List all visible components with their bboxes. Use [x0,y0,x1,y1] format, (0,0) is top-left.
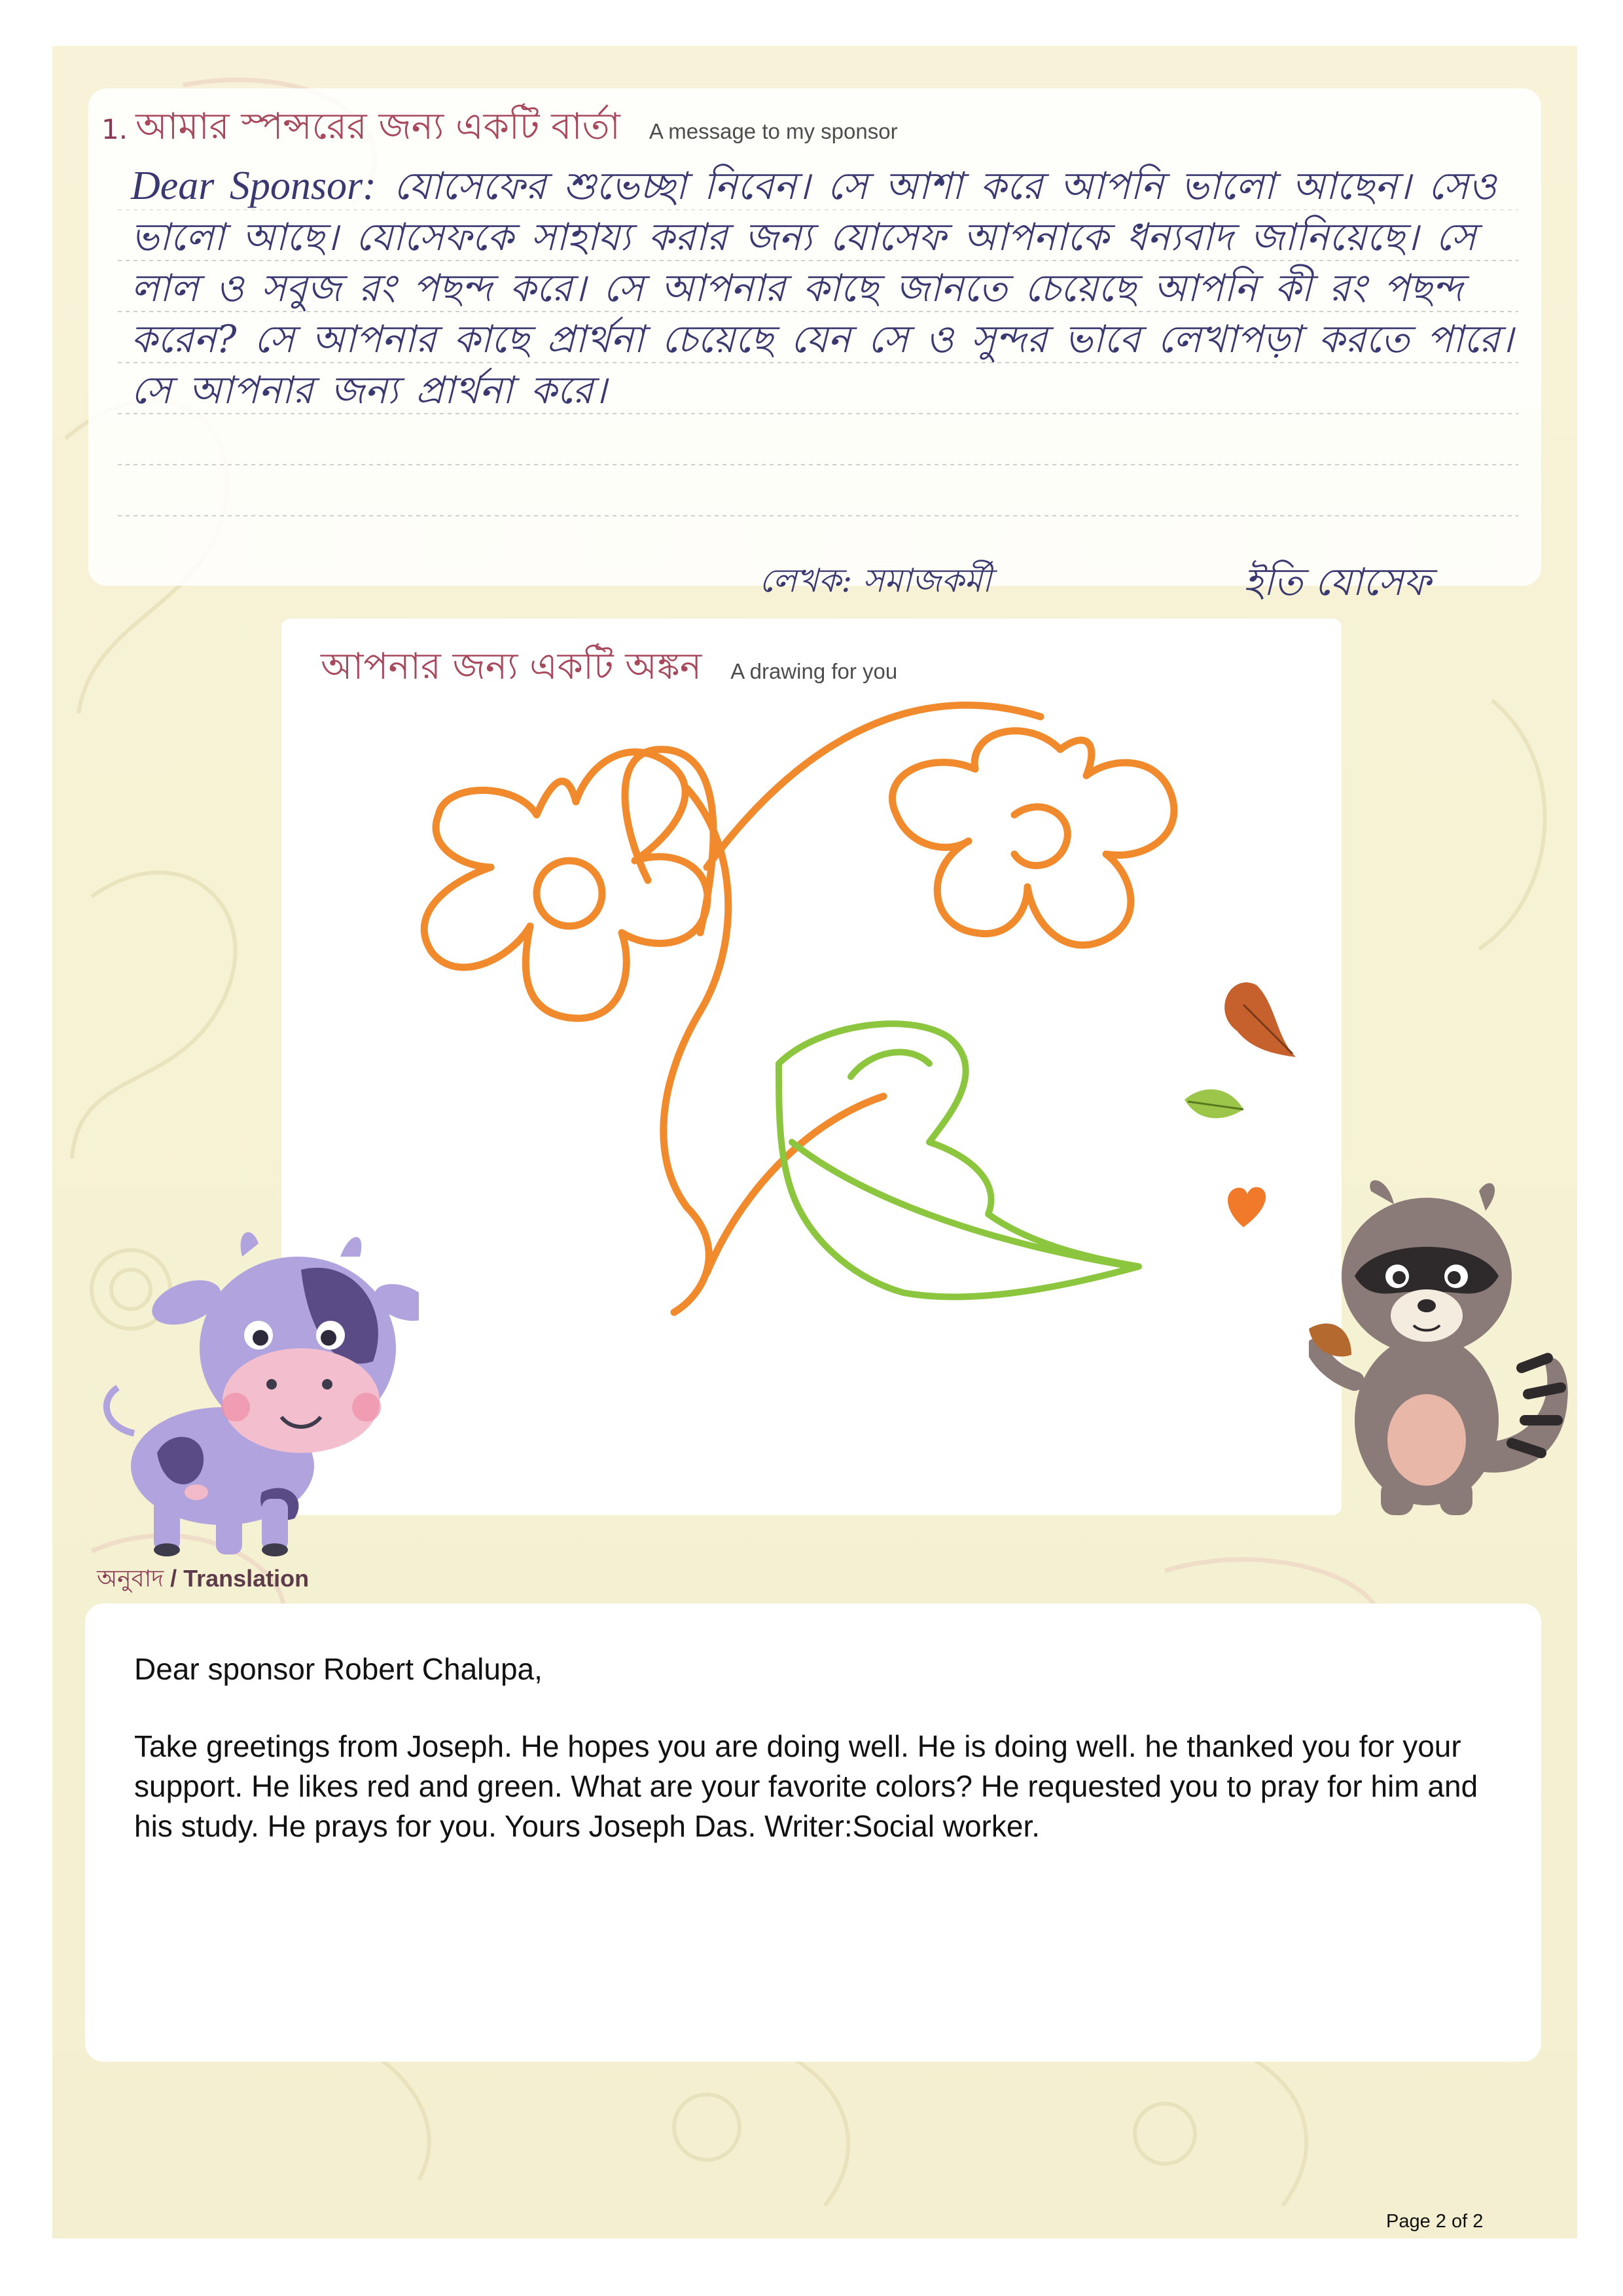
translation-heading [97,1561,309,1600]
crayon-drawing [281,619,1342,1515]
heart-icon [1228,1187,1266,1227]
section-number: 1. [101,113,128,145]
right-flower-center [1014,807,1067,866]
child-signature: ইতি যোসেফ [1243,560,1431,604]
left-flower-center [537,861,602,926]
translation-body: Take greetings from Joseph. He hopes you are doing well. He is doing well. he thanked you for your support. He likes red and green. What are your favorite colors? He requested you to pray for him and his study. He prays for you. Yours Joseph Das. Writer:Social worker. [134,1729,1478,1843]
drawing-title-english: A drawing for you [730,659,898,683]
raccoon-illustration [1309,1178,1571,1518]
translation-salutation: Dear sponsor Robert Chalupa, [134,1652,543,1686]
handwritten-message [131,160,1525,416]
right-stem [707,705,1041,867]
translation-text [134,1649,1508,1884]
writer-label: লেখক: সমাজকর্মী [759,562,992,600]
leaf-icon [1224,982,1296,1057]
drawing-title-bengali: আপনার জন্য একটি অঙ্কন [321,645,702,688]
cow-illustration [92,1217,419,1558]
page-number: Page 2 of 2 [1386,2211,1484,2232]
message-title-english: A message to my sponsor [649,119,898,143]
message-title-bengali: আমার স্পন্সরের জন্য একটি বার্তা [135,105,620,148]
handwritten-message-body: যোসেফের শুভেচ্ছা নিবেন। সে আশা করে আপনি ভালো আছেন। সেও ভালো আছে। যোসেফকে সাহায্য করার জন্য যোসেফ আপনাকে ধন্যবাদ জানিয়েছে। সে লাল ও সবুজ রং পছন্দ করে। সে আপনার কাছে জানতে চেয়েছে আপনি কী রং পছন্দ করেন? সে আপনার কাছে প্রার্থনা চেয়েছে যেন সে ও সুন্দর ভাবে লেখাপড়া করতে পারে। সে আপনার জন্য প্রার্থনা করে। [131,164,1514,412]
translation-title-separator: / [164,1565,184,1592]
left-flower [424,752,707,1018]
message-section-heading [101,98,898,160]
translation-title-english: Translation [183,1565,310,1592]
left-stem [625,749,713,933]
translation-title-bengali: অনুবাদ [97,1566,164,1592]
right-flower [893,731,1174,945]
leaf-icon [1185,1089,1243,1118]
handwritten-greeting: Dear Sponsor: [131,164,376,208]
